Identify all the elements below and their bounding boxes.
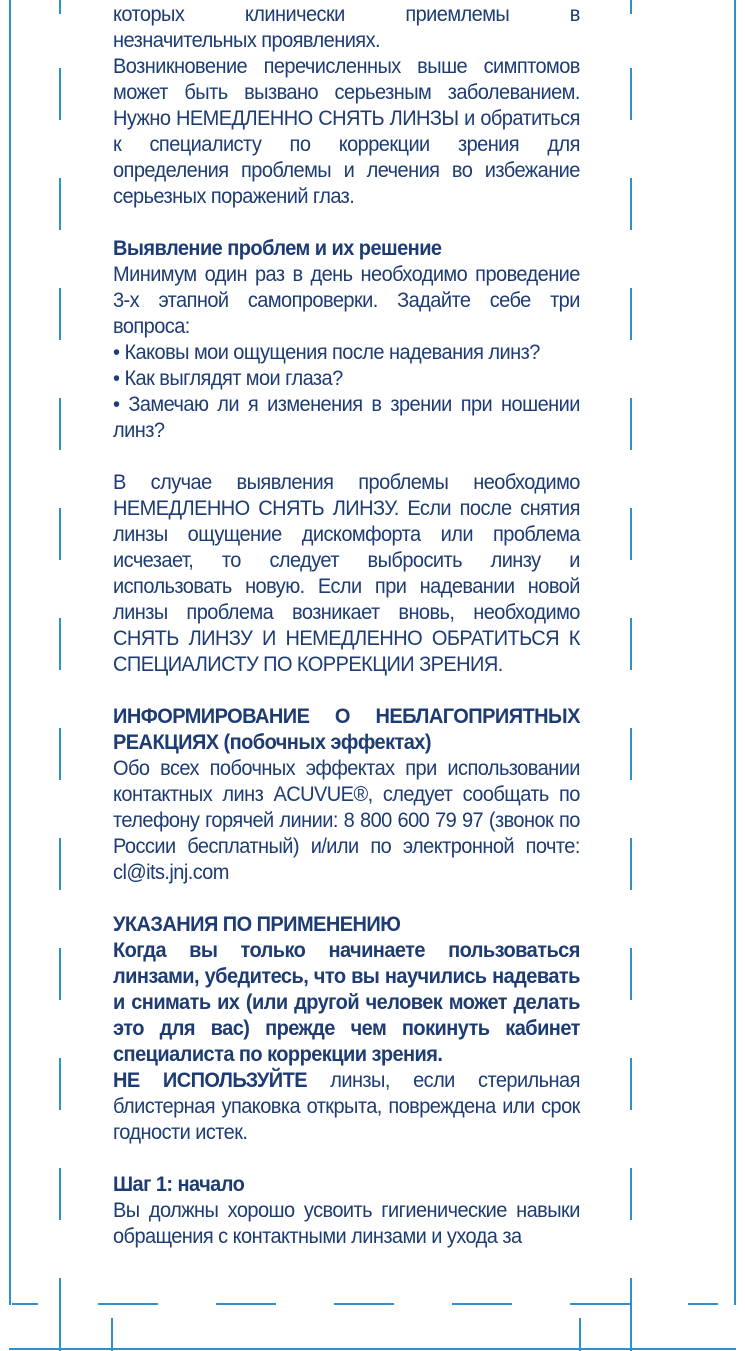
bottom-dash [216,1303,276,1305]
question-1: • Каковы мои ощущения после надевания линз? [113,340,540,364]
crop-mark-3 [579,1318,581,1351]
left-dash [59,178,61,230]
bottom-dash [98,1303,158,1305]
intro-line-2: незначительных проявлениях. [113,28,381,52]
bottom-dash [570,1303,630,1305]
left-dash [59,68,61,120]
usage-warning-lead: НЕ ИСПОЛЬЗУЙТЕ [113,1068,308,1092]
left-dash [59,288,61,340]
left-dash [59,508,61,560]
right-dash [630,1168,632,1220]
left-dash [59,0,61,14]
bottom-dash [452,1303,512,1305]
left-dash [59,618,61,670]
step1-heading: Шаг 1: начало [113,1172,245,1196]
troubleshooting-intro: Минимум один раз в день необходимо проведение 3-х этапной самопроверки. Задайте себе три вопроса: [113,262,580,338]
instruction-text-column [113,0,580,1249]
left-dash [59,948,61,1000]
usage-bold-text: Когда вы только начинаете пользоваться линзами, убедитесь, что вы научились надевать и снимать их (или другой человек может делать это для вас) прежде чем покинуть кабинет специалиста по коррекции зрения. [113,938,580,1066]
left-dash [59,1058,61,1110]
troubleshooting-heading: Выявление проблем и их решение [113,236,442,260]
question-2: • Как выглядят мои глаза? [113,366,343,390]
left-border-line [9,0,11,1305]
crop-mark-2 [111,1318,113,1351]
step1-text: Вы должны хорошо усвоить гигиенические навыки обращения с контактными линзами и ухода за [113,1198,580,1248]
left-dash [59,838,61,890]
right-dash [630,178,632,230]
left-dash [59,1168,61,1220]
right-dash [630,508,632,560]
usage-warning-rest: линзы, если стерильная блистерная упаковка открыта, повреждена или срок годности истек. [113,1068,580,1144]
intro-paragraph: Возникновение перечисленных выше симптомов может быть вызвано серьезным заболеванием. Нужно НЕМЕДЛЕННО СНЯТЬ ЛИНЗЫ и обратиться к специалисту по коррекции зрения для определения проблемы и лечения во избежание серьезных поражений глаз. [113,54,580,208]
left-dash [59,728,61,780]
crop-mark-1 [59,1318,61,1351]
bottom-dash [334,1303,394,1305]
right-border-line [734,0,736,1305]
adverse-reactions-text: Обо всех побочных эффектах при использовании контактных линз ACUVUE®, следует сообщать по телефону горячей линии: 8 800 600 79 97 (звонок по России бесплатный) и/или по электронной почте: cl@its.jnj.com [113,756,580,884]
right-dash [630,838,632,890]
right-dash [630,948,632,1000]
right-dash [630,1058,632,1110]
troubleshooting-action: В случае выявления проблемы необходимо НЕМЕДЛЕННО СНЯТЬ ЛИНЗУ. Если после снятия линзы ощущение дискомфорта или проблема исчезает, то следует выбросить линзу и использовать новую. Если при надевании новой линзы проблема возникает вновь, необходимо СНЯТЬ ЛИНЗУ И НЕМЕДЛЕННО ОБРАТИТЬСЯ К СПЕЦИАЛИСТУ ПО КОРРЕКЦИИ ЗРЕНИЯ. [113,470,580,676]
crop-mark-4 [630,1318,632,1351]
right-dash [630,398,632,450]
bottom-border-line [9,1348,736,1350]
question-3: • Замечаю ли я изменения в зрении при ношении линз? [113,392,580,442]
right-dash [630,288,632,340]
left-dash [59,398,61,450]
intro-line-1: которых клинически приемлемы в [113,2,580,26]
right-dash [630,0,632,14]
adverse-reactions-heading: ИНФОРМИРОВАНИЕ О НЕБЛАГОПРИЯТНЫХ РЕАКЦИЯХ (побочных эффектах) [113,704,580,754]
right-dash [630,728,632,780]
bottom-dash [12,1303,38,1305]
usage-warning [113,1067,580,1145]
usage-heading: УКАЗАНИЯ ПО ПРИМЕНЕНИЮ [113,912,401,936]
right-dash [630,618,632,670]
bottom-dash [688,1303,718,1305]
right-dash [630,68,632,120]
